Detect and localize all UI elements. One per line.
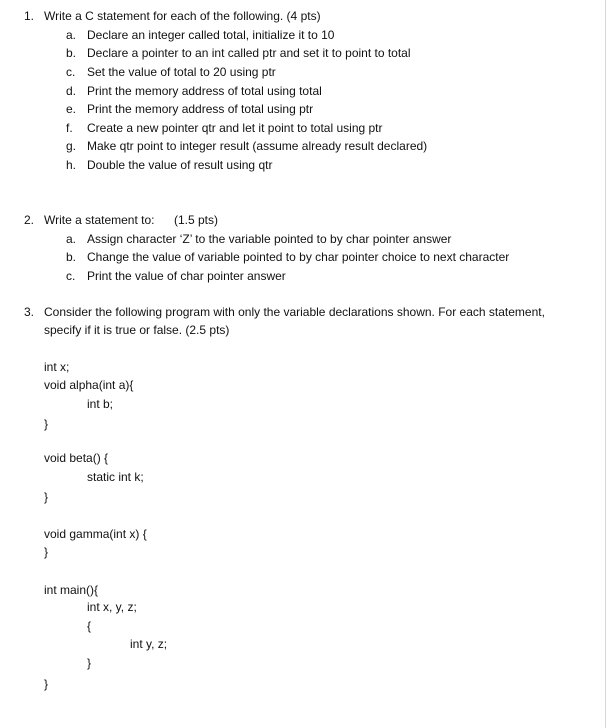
q1-item-d-text: Print the memory address of total using total [87, 84, 322, 98]
code-line: } [44, 417, 49, 431]
q1-item-b-label: b. [66, 46, 77, 60]
q2-item-b-text: Change the value of variable pointed to by char pointer choice to next character [87, 250, 510, 264]
q2-item-c-text: Print the value of char pointer answer [87, 269, 286, 283]
q1-item-h-label: h. [66, 158, 77, 172]
code-line: int x; [44, 360, 70, 374]
code-line: } [44, 490, 49, 504]
code-line: } [44, 545, 49, 559]
q1-item-g-label: g. [66, 139, 77, 153]
q2-item-a-text: Assign character ‘Z’ to the variable pointed to by char pointer answer [87, 232, 452, 246]
q3-number: 3. [24, 305, 35, 319]
code-line: void gamma(int x) { [44, 527, 147, 541]
q1-item-f-text: Create a new pointer qtr and let it point to total using ptr [87, 121, 383, 135]
code-line: void alpha(int a){ [44, 378, 134, 392]
q1-item-c-text: Set the value of total to 20 using ptr [87, 65, 276, 79]
code-line: void beta() { [44, 451, 109, 465]
q1-item-a-text: Declare an integer called total, initialize it to 10 [87, 28, 335, 42]
q3-prompt-line-2: specify if it is true or false. (2.5 pts) [44, 323, 230, 337]
q1-item-f-label: f. [66, 121, 73, 135]
q2-number: 2. [24, 213, 35, 227]
q2-item-a-label: a. [66, 232, 77, 246]
q1-prompt: Write a C statement for each of the following. (4 pts) [44, 9, 321, 23]
code-line: static int k; [87, 470, 144, 484]
code-line: int y, z; [130, 637, 168, 651]
page-edge-divider [605, 0, 606, 728]
q1-item-g-text: Make qtr point to integer result (assume already result declared) [87, 139, 428, 153]
q2-item-c-label: c. [66, 269, 76, 283]
code-line: int x, y, z; [87, 600, 137, 614]
code-line: int b; [87, 397, 114, 411]
q1-item-e-text: Print the memory address of total using ptr [87, 102, 314, 116]
code-line: } [87, 656, 92, 670]
q1-item-d-label: d. [66, 84, 77, 98]
q1-number: 1. [24, 9, 35, 23]
code-line: int main(){ [44, 583, 99, 597]
q3-prompt-line-1: Consider the following program with only the variable declarations shown. For each statement, [44, 305, 545, 319]
q1-item-b-text: Declare a pointer to an int called ptr and set it to point to total [87, 46, 411, 60]
q1-item-a-label: a. [66, 28, 77, 42]
q2-item-b-label: b. [66, 250, 77, 264]
code-line: { [87, 619, 92, 633]
q2-prompt: Write a statement to: [44, 213, 155, 227]
code-line: } [44, 677, 49, 691]
q2-points: (1.5 pts) [174, 213, 219, 227]
q1-item-c-label: c. [66, 65, 76, 79]
q1-item-h-text: Double the value of result using qtr [87, 158, 273, 172]
q1-item-e-label: e. [66, 102, 77, 116]
